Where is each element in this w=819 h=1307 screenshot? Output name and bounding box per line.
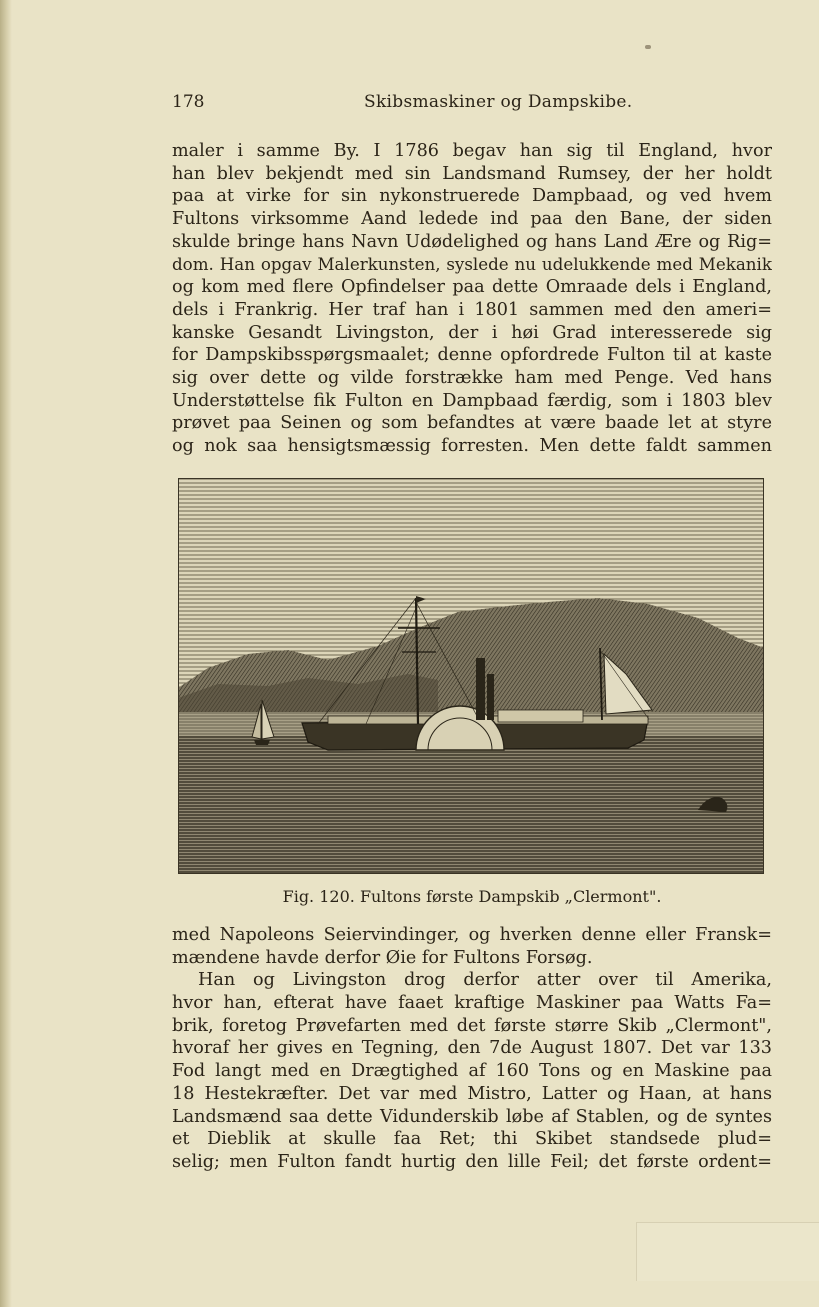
- text-line: Landsmænd saa dette Vidunderskib løbe af Stablen, og de syntes: [172, 1106, 772, 1127]
- text-line: Han og Livingston drog derfor atter over til Amerika,: [198, 970, 772, 991]
- text-line: Understøttelse fik Fulton en Dampbaad færdig, som i 1803 blev: [172, 390, 772, 411]
- text-line: kanske Gesandt Livingston, der i høi Grad interesserede sig: [172, 322, 772, 343]
- text-line: med Napoleons Seiervindinger, og hverken denne eller Fransk=: [172, 925, 772, 945]
- library-stamp-area: [636, 1222, 819, 1281]
- text-line: og kom med flere Opfindelser paa dette Omraade dels i England,: [172, 277, 772, 298]
- text-line: maler i samme By. I 1786 begav han sig til England, hvor: [172, 141, 772, 161]
- text-line: dels i Frankrig. Her traf han i 1801 sammen med den ameri=: [172, 299, 772, 320]
- figure-caption: Fig. 120. Fultons første Dampskib „Clermont".: [282, 887, 662, 906]
- text-line: han blev bekjendt med sin Landsmand Rumsey, der her holdt: [172, 163, 772, 184]
- text-line: Fod langt med en Drægtighed af 160 Tons og en Maskine paa: [172, 1061, 772, 1082]
- book-spine-shadow: [0, 0, 12, 1307]
- text-line: mændene havde derfor Øie for Fultons Forsøg.: [172, 947, 593, 968]
- page-header: [172, 92, 772, 118]
- text-line: Fultons virksomme Aand ledede ind paa den Bane, der siden: [172, 209, 772, 230]
- text-line: et Dieblik at skulle faa Ret; thi Skibet standsede plud=: [172, 1129, 772, 1150]
- text-line: paa at virke for sin nykonstruerede Dampbaad, og ved hvem: [172, 186, 772, 207]
- ink-speck: [645, 45, 651, 49]
- text-line: skulde bringe hans Navn Udødelighed og hans Land Ære og Rig=: [172, 231, 772, 252]
- running-head: Skibsmaskiner og Dampskibe.: [364, 92, 633, 112]
- text-line: hvoraf her gives en Tegning, den 7de August 1807. Det var 133: [172, 1038, 772, 1059]
- text-line: selig; men Fulton fandt hurtig den lille Feil; det første ordent=: [172, 1151, 772, 1172]
- text-line: brik, foretog Prøvefarten med det første større Skib „Clermont",: [172, 1015, 772, 1036]
- text-line: sig over dette og vilde forstrække ham med Penge. Ved hans: [172, 367, 772, 388]
- page-number: 178: [172, 92, 205, 112]
- body-text-top: [172, 140, 772, 458]
- engraving-clermont-steamship: [178, 478, 764, 874]
- text-line: og nok saa hensigtsmæssig forresten. Men dette faldt sammen: [172, 435, 772, 456]
- text-line: prøvet paa Seinen og som befandtes at være baade let at styre: [172, 413, 772, 434]
- text-line: for Dampskibsspørgsmaalet; denne opfordrede Fulton til at kaste: [172, 345, 772, 366]
- text-line: hvor han, efterat have faaet kraftige Maskiner paa Watts Fa=: [172, 993, 772, 1014]
- body-text-bottom: [172, 924, 772, 1174]
- text-line: dom. Han opgav Malerkunsten, syslede nu udelukkende med Mekanik: [172, 254, 772, 275]
- text-line: 18 Hestekræfter. Det var med Mistro, Latter og Haan, at hans: [172, 1083, 772, 1104]
